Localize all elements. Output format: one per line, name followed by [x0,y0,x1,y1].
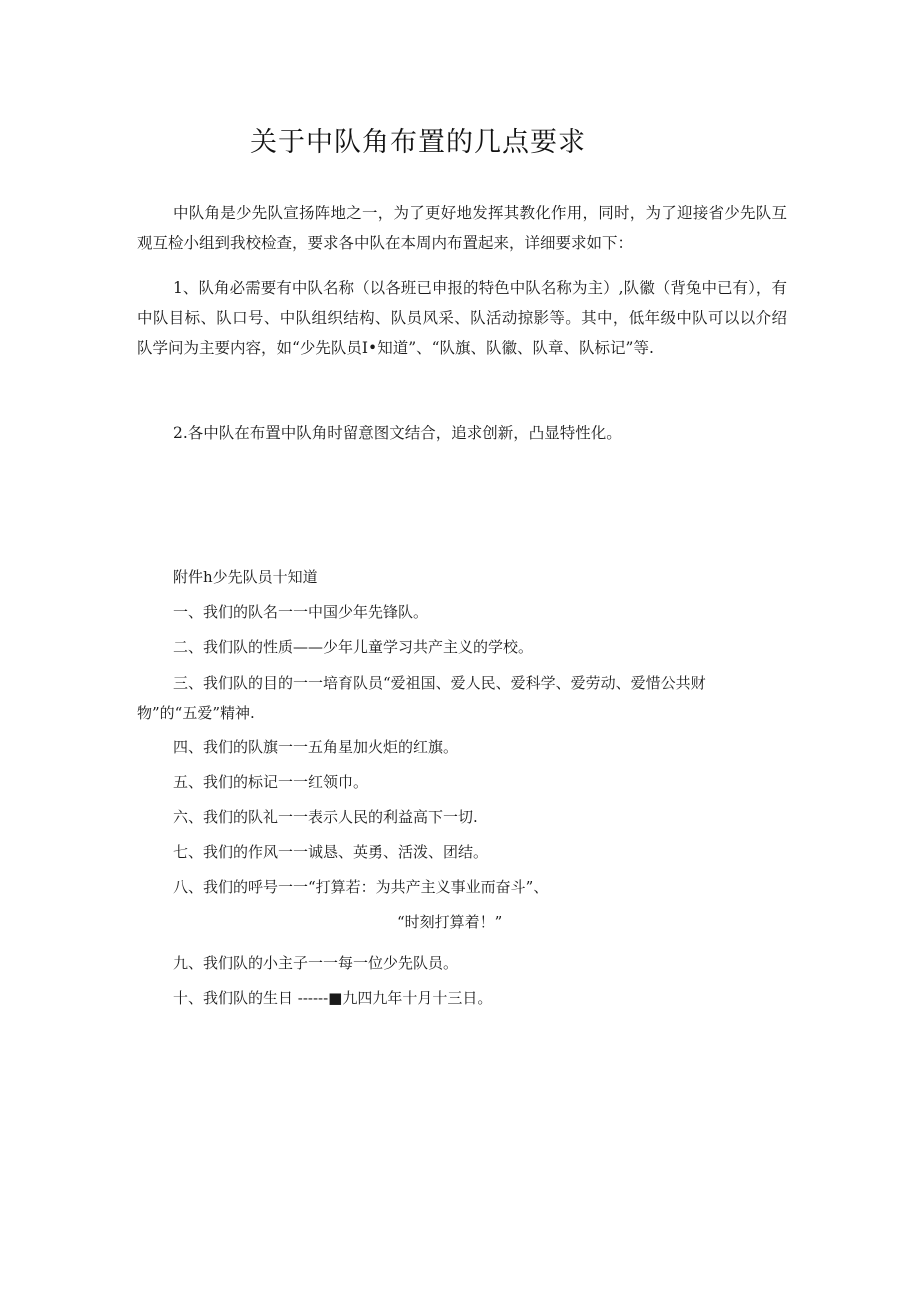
requirement-1-text: 1、队角必需要有中队名称（以各班已申报的特色中队名称为主）,队徽（背兔中已有），有中队目标、队口号、中队组织结构、队员风采、队活动掠影等。其中，低年级中队可以以介绍队学问为主要内容，如“少先队员I•知道”、“队旗、队徽、队章、队标记”等. [137,279,787,357]
appendix-item-9: 九、我们队的小主子一一每一位少先队员。 [173,954,459,972]
appendix-item-10: 十、我们队的生日 ------■九四九年十月十三日。 [173,989,493,1007]
appendix-item-2: 二、我们队的性质——少年儿童学习共产主义的学校。 [173,638,534,656]
appendix-item-8: 八、我们的呼号一一“打算若：为共产主义事业而奋斗”、 [173,878,549,896]
page-title: 关于中队角布置的几点要求 [250,127,586,158]
appendix-item-7: 七、我们的作风一一诚恳、英勇、活泼、团结。 [173,843,489,861]
requirement-2 [137,418,787,457]
appendix-item-3: 三、我们队的目的一一培育队员“爱祖国、爱人民、爱科学、爱劳动、爱惜公共财 [173,674,706,692]
appendix-item-1: 一、我们的队名一一中国少年先锋队。 [173,603,429,621]
appendix-item-6: 六、我们的队礼一一表示人民的利益高下一切. [173,808,478,826]
appendix-item-3-continued: 物”的“五爱”精神. [137,704,255,722]
appendix-item-8-continued: “时刻打算着！” [397,913,503,931]
appendix-item-5: 五、我们的标记一一红领巾。 [173,773,369,791]
requirement-2-text: 2.各中队在布置中队角时留意图文结合，追求创新，凸显特性化。 [173,424,622,442]
intro-paragraph [137,198,787,267]
appendix-heading: 附件h少先队员十知道 [173,568,318,586]
appendix-item-4: 四、我们的队旗一一五角星加火炬的红旗。 [173,738,459,756]
requirement-1 [137,273,787,372]
intro-text: 中队角是少先队宣扬阵地之一，为了更好地发挥其教化作用，同时，为了迎接省少先队互观互检小组到我校检查，要求各中队在本周内布置起来，详细要求如下： [137,204,787,252]
appendix-section [137,563,787,1019]
